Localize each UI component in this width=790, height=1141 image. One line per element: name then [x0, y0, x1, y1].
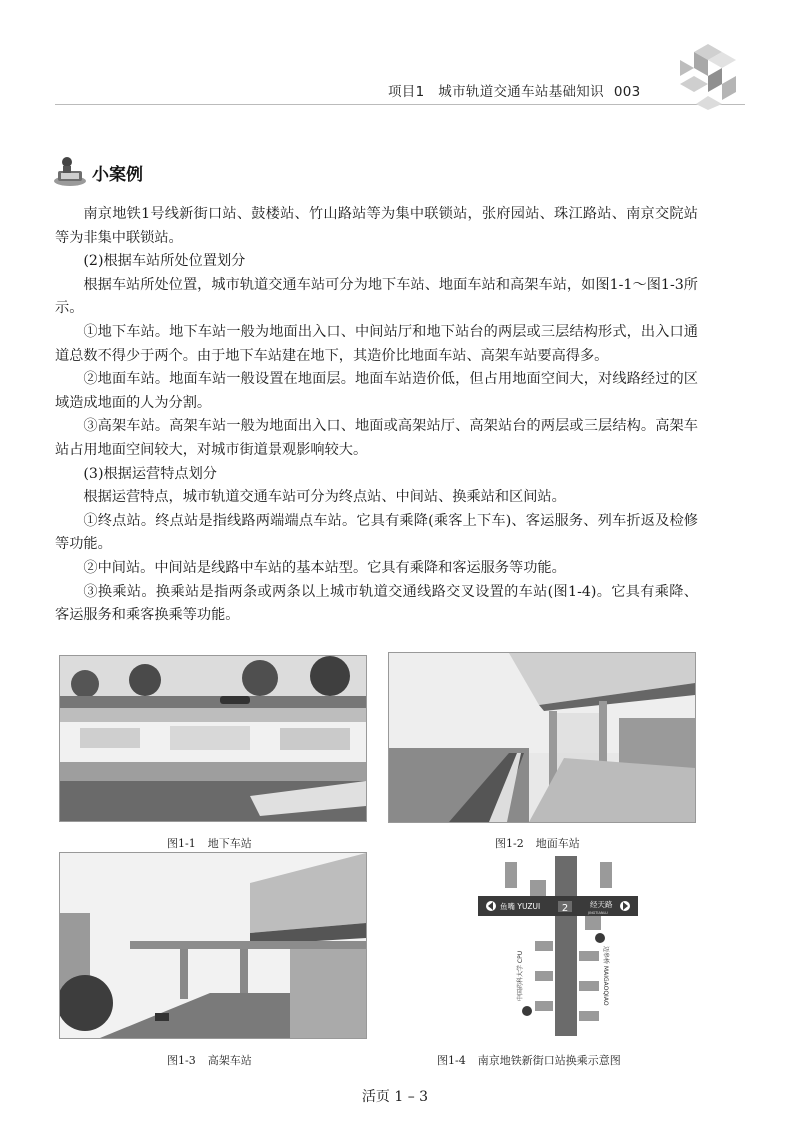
figure-caption [495, 835, 580, 851]
map-line-number: 2 [561, 903, 569, 914]
paragraph: ③换乘站。换乘站是指两条或两条以上城市轨道交通线路交叉设置的车站(图1-4)。它具有乘降、客运服务和乘客换乘等功能。 [55, 583, 698, 624]
paragraph: 根据车站所处位置，城市轨道交通车站可分为地下车站、地面车站和高架车站，如图1-1～图1-3所示。 [55, 276, 698, 317]
figure-label: 图1-4 [437, 1054, 466, 1067]
figure-caption-text: 高架车站 [207, 1054, 252, 1067]
paragraph: (3)根据运营特点划分 [83, 465, 217, 482]
paragraph: ③高架车站。高架车站一般为地面出入口、地面或高架站厅、高架站台的两层或三层结构。高架车站占用地面空间较大，对城市街道景观影响较大。 [55, 418, 698, 458]
paragraph: ②中间站。中间站是线路中车站的基本站型。它具有乘降和客运服务等功能。 [83, 559, 566, 576]
case-study-icon [52, 155, 88, 187]
figure-caption-text: 地下车站 [207, 837, 252, 850]
figure-label: 图1-3 [167, 1054, 196, 1067]
figure-caption [167, 1052, 252, 1068]
body-text [55, 203, 698, 628]
map-right-station: 经天路 [590, 900, 613, 909]
figure-caption [167, 835, 252, 851]
figure-elevated-station [59, 852, 367, 1039]
paragraph: 根据运营特点，城市轨道交通车站可分为终点站、中间站、换乘站和区间站。 [83, 489, 566, 506]
paragraph: (2)根据车站所处位置划分 [83, 253, 246, 270]
map-down-right-station: 迈皋桥 MAIGAOQIAO [602, 946, 609, 1006]
header-divider [55, 104, 745, 105]
paragraph: ②地面车站。地面车站一般设置在地面层。地面车站造价低，但占用地面空间大，对线路经过的区域造成地面的人为分割。 [55, 371, 698, 411]
figure-underground-station [59, 655, 367, 822]
map-down-left-station: 中国药科大学 CPU [517, 950, 524, 1001]
case-section-title: 小案例 [92, 165, 143, 185]
paragraph: ①地下车站。地下车站一般为地面出入口、中间站厅和地下站台的两层或三层结构形式，出入口通道总数不得少于两个。由于地下车站建在地下，其造价比地面车站、高架车站要高得多。 [55, 323, 698, 364]
figure-caption [437, 1052, 621, 1068]
page-footer: 活页 1 – 3 [361, 1089, 429, 1105]
figure-caption-text: 地面车站 [535, 837, 580, 850]
paragraph: 南京地铁1号线新街口站、鼓楼站、竹山路站等为集中联锁站，张府园站、珠江路站、南京交院站等为非集中联锁站。 [55, 206, 698, 246]
figure-ground-station [388, 652, 696, 823]
map-left-station: 鱼嘴 YUZUI [500, 902, 541, 911]
decorative-cubes-icon [672, 40, 744, 112]
page-number: 003 [613, 84, 641, 100]
map-right-station-en: JINGTIANLU [588, 911, 608, 915]
figure-caption-text: 南京地铁新街口站换乘示意图 [477, 1054, 621, 1067]
figure-transfer-map [460, 856, 650, 1036]
running-header [388, 80, 641, 100]
paragraph: ①终点站。终点站是指线路两端端点车站。它具有乘降(乘客上下车)、客运服务、列车折返及检修等功能。 [55, 512, 698, 553]
figure-label: 图1-2 [495, 837, 524, 850]
figure-label: 图1-1 [167, 837, 196, 850]
chapter-title: 项目1 城市轨道交通车站基础知识 [388, 84, 604, 100]
